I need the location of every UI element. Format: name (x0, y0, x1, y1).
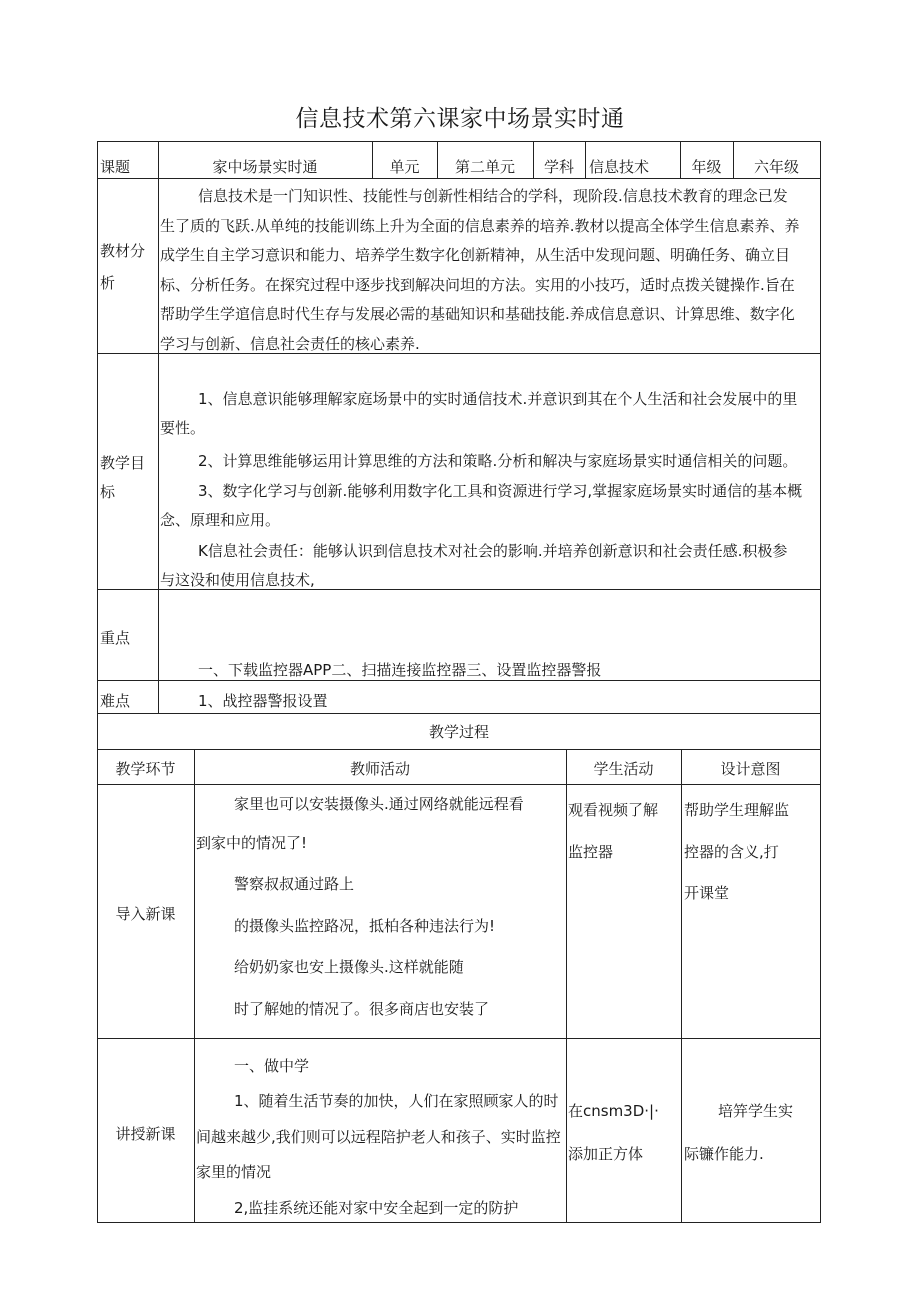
intro-stage: 导入新课 (115, 905, 176, 923)
difficulty-label: 难点 (100, 692, 131, 710)
teach-stage: 讲授新课 (115, 1125, 176, 1143)
intro-design-line: 控器的含义,打 (684, 843, 779, 861)
topic-label: 课题 (100, 158, 131, 176)
intro-teacher-line: 给奶奶家也安上摄像头.这样就能随 (234, 958, 464, 976)
key-points-label: 重点 (100, 629, 131, 647)
material-line: 成学生自主学习意识和能力、培养学生数字化创新精神，从生活中发现问题、明确任务、确立目 (160, 246, 791, 264)
material-label-line1: 教材分 (100, 242, 146, 260)
teach-teacher-line: 间越来越少,我们则可以远程陪护老人和孩子、实时监控 (196, 1128, 561, 1146)
goal-line: 念、原理和应用。 (160, 511, 281, 529)
intro-design-line: 帮助学生理解监 (684, 801, 790, 819)
topic-value: 家中场景实时通 (212, 158, 318, 176)
intro-teacher-line: 到家中的情况了! (196, 834, 308, 852)
material-line: 生了质的飞跃.从单纯的技能训练上升为全面的信息素养的培养.教材以提高全体学生信息素养、养 (160, 217, 800, 235)
intro-teacher-line: 的摄像头监控路况，抵柏各种违法行为! (234, 917, 496, 935)
teach-teacher-line: 家里的情况 (196, 1163, 272, 1181)
intro-design-line: 开课堂 (684, 884, 730, 902)
intro-student-line: 观看视频了解 (568, 801, 659, 819)
unit-value: 第二单元 (454, 158, 515, 176)
material-line: 信息技术是一门知识性、技能性与创新性相结合的学科，现阶段.信息技术教育的理念已发 (198, 187, 788, 205)
material-line: 学习与创新、信息社会责任的核心素养. (160, 335, 420, 353)
subject-value: 信息技术 (589, 158, 650, 176)
col-student-header: 学生活动 (593, 760, 654, 778)
unit-label: 单元 (389, 158, 420, 176)
goals-label-line2: 标 (100, 483, 116, 501)
col-design-header: 设计意图 (720, 760, 781, 778)
teach-teacher-line: 2,监挂系统还能对家中安全起到一定的防护 (234, 1199, 519, 1217)
material-line: 标、分析任务。在探究过程中逐步找到解决问坦的方法。实用的小技巧，适时点拨关键操作.旨在 (160, 276, 795, 294)
teach-design-line: 培笄学生实 (718, 1102, 794, 1120)
material-line: 帮助学生学逭信息时代生存与发展必需的基础知识和基础技能.养成信息意识、计算思维、数字化 (160, 305, 795, 323)
page-title: 信息技术第六课家中场景实时通 (295, 106, 625, 132)
goal-line: 与这没和使用信息技术, (160, 571, 315, 589)
goal-line: 要性。 (160, 419, 206, 437)
grade-value: 六年级 (753, 158, 799, 176)
key-points-text: 一、下载监控器APP二、扫描连接监控器三、设置监控器警报 (198, 661, 602, 679)
intro-teacher-line: 时了解她的情况了。很多商店也安装了 (234, 1000, 490, 1018)
col-stage-header: 教学环节 (115, 760, 176, 778)
goal-line: 1、信息意识能够理解家庭场景中的实时通信技术.并意识到其在个人生活和社会发展中的里 (198, 390, 798, 408)
difficulty-text: 1、战控器警报设置 (198, 692, 328, 710)
intro-student-line: 监控器 (568, 843, 614, 861)
goal-line: K信息社会责任：能够认识到信息技术对社会的影响.并培养创新意识和社会责任感.积极参 (198, 542, 788, 560)
material-label-line2: 析 (100, 274, 116, 292)
col-teacher-header: 教师活动 (349, 760, 410, 778)
teach-teacher-line: 1、随着生活节奏的加快，人们在家照顾家人的时 (234, 1092, 559, 1110)
goals-label-line1: 教学目 (100, 454, 146, 472)
grade-label: 年级 (691, 158, 722, 176)
teach-design-line: 际镰作能力. (684, 1145, 764, 1163)
subject-label: 学科 (543, 158, 574, 176)
process-heading: 教学过程 (428, 723, 489, 741)
teach-student-line: 添加正方体 (568, 1145, 644, 1163)
intro-teacher-line: 家里也可以安装摄像头.通过网络就能远程看 (234, 795, 524, 813)
intro-teacher-line: 警察叔叔通过路上 (234, 875, 355, 893)
goal-line: 3、数字化学习与创新.能够利用数字化工具和资源进行学习,掌握家庭场景实时通信的基本概 (198, 482, 803, 500)
teach-teacher-line: 一、做中学 (234, 1057, 310, 1075)
teach-student-line: 在cnsm3D·|· (568, 1102, 659, 1120)
goal-line: 2、计算思维能够运用计算思维的方法和策略.分析和解决与家庭场景实时通信相关的问题。 (198, 452, 798, 470)
